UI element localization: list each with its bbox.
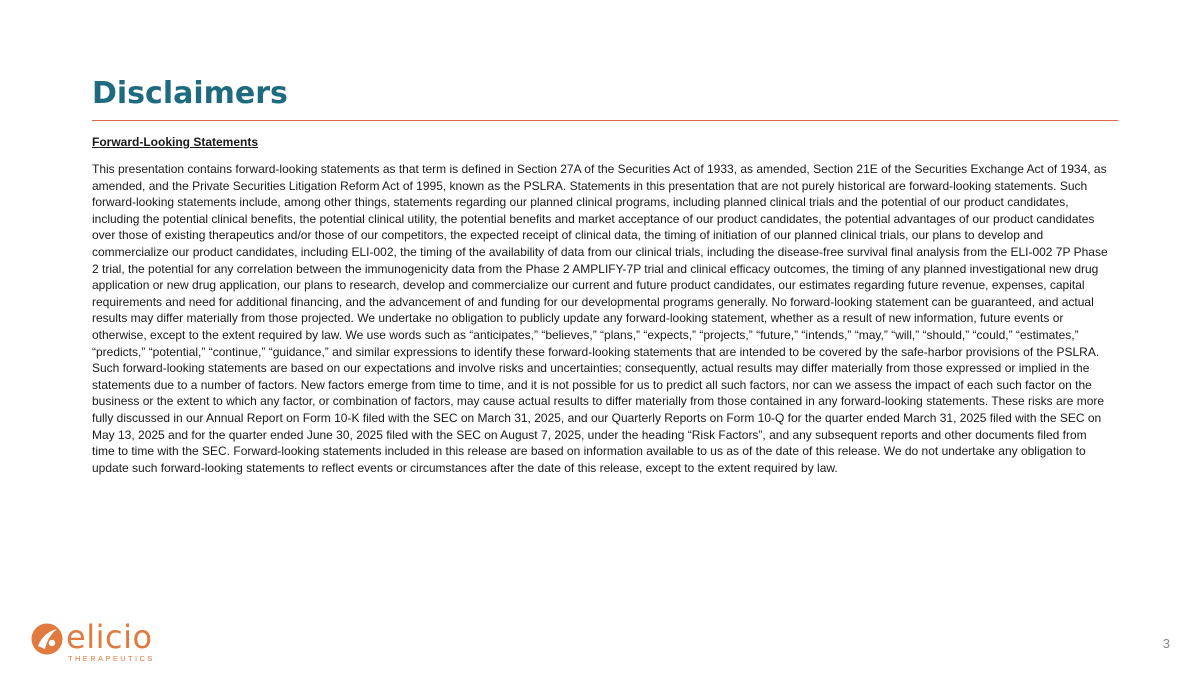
title-divider [92, 120, 1118, 121]
logo-tagline: THERAPEUTICS [68, 654, 155, 663]
logo-wordmark: elicio [66, 618, 153, 656]
page-title: Disclaimers [92, 76, 288, 111]
company-logo [30, 620, 160, 666]
elicio-logo-mark-icon [30, 622, 64, 656]
page-number: 3 [1162, 636, 1170, 651]
section-heading: Forward-Looking Statements [92, 135, 259, 149]
disclaimer-body: This presentation contains forward-looking statements as that term is defined in Section 27A of the Securities Act of 1933, as amended, Section 21E of the Securities Exchange Act of 1934, as amended, and the Private Securities Litigation Reform Act of 1995, known as the PSLRA. Statements in this presentation that are not purely historical are forward-looking statements. Such forward-looking statements include, among other things, statements regarding our planned clinical programs, including planned clinical trials and the potential of our product candidates, including the potential clinical benefits, the potential clinical utility, the potential benefits and market acceptance of our product candidates, the potential advantages of our product candidates over those of existing therapeutics and/or those of our competitors, the expected receipt of clinical data, the timing of initiation of our planned clinical trials, our plans to develop and commercialize our product candidates, including ELI-002, the timing of the availability of data from our clinical trials, including the disease-free survival final analysis from the ELI-002 7P Phase 2 trial, the potential for any correlation between the immunogenicity data from the Phase 2 AMPLIFY-7P trial and clinical efficacy outcomes, the timing of any planned investigational new drug application or new drug application, our plans to research, develop and commercialize our current and future product candidates, our estimates regarding future revenue, expenses, capital requirements and need for additional financing, and the advancement of and funding for our developmental programs generally. No forward-looking statement can be guaranteed, and actual results may differ materially from those projected. We undertake no obligation to publicly update any forward-looking statement, whether as a result of new information, future events or otherwise, except to the extent required by law. We use words such as “anticipates,” “believes,” “plans,” “expects,” “projects,” “future,” “intends,” “may,” “will,” “should,” “could,” “estimates,” “predicts,” “potential,” “continue,” “guidance,” and similar expressions to identify these forward-looking statements that are intended to be covered by the safe-harbor provisions of the PSLRA. Such forward-looking statements are based on our expectations and involve risks and uncertainties; consequently, actual results may differ materially from those expressed or implied in the statements due to a number of factors. New factors emerge from time to time, and it is not possible for us to predict all such factors, nor can we assess the impact of each such factor on the business or the extent to which any factor, or combination of factors, may cause actual results to differ materially from those contained in any forward-looking statements. These risks are more fully discussed in our Annual Report on Form 10-K filed with the SEC on March 31, 2025, and our Quarterly Reports on Form 10-Q for the quarter ended March 31, 2025 filed with the SEC on May 13, 2025 and for the quarter ended June 30, 2025 filed with the SEC on August 7, 2025, under the heading “Risk Factors”, and any subsequent reports and other documents filed from time to time with the SEC. Forward-looking statements included in this release are based on information available to us as of the date of this release. We do not undertake any obligation to update such forward-looking statements to reflect events or circumstances after the date of this release, except to the extent required by law. [92, 162, 1108, 475]
